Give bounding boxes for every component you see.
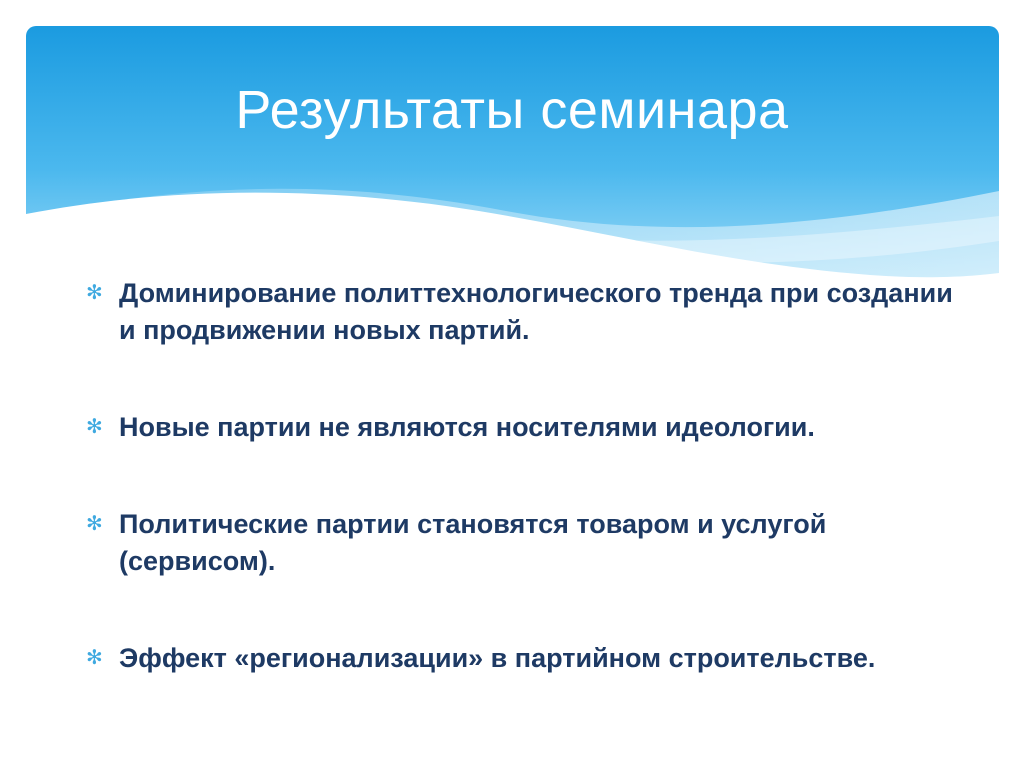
bullet-list — [86, 270, 966, 677]
slide-title: Результаты семинара — [235, 80, 789, 140]
header-wave-background — [26, 26, 999, 286]
wave-graphic — [26, 26, 999, 286]
asterisk-bullet-icon: ✻ — [86, 282, 103, 304]
bullet-text: Доминирование политтехнологического тренда при создании и продвижении новых партий. — [119, 278, 953, 345]
bullet-text: Эффект «регионализации» в партийном строительстве. — [119, 643, 876, 673]
list-item — [86, 640, 966, 677]
asterisk-bullet-icon: ✻ — [86, 513, 103, 535]
list-item — [86, 409, 966, 446]
bullet-text: Политические партии становятся товаром и услугой (сервисом). — [119, 509, 827, 576]
asterisk-bullet-icon: ✻ — [86, 416, 103, 438]
list-item — [86, 506, 966, 580]
bullet-text: Новые партии не являются носителями идеологии. — [119, 412, 815, 442]
list-item — [86, 275, 966, 349]
asterisk-bullet-icon: ✻ — [86, 647, 103, 669]
